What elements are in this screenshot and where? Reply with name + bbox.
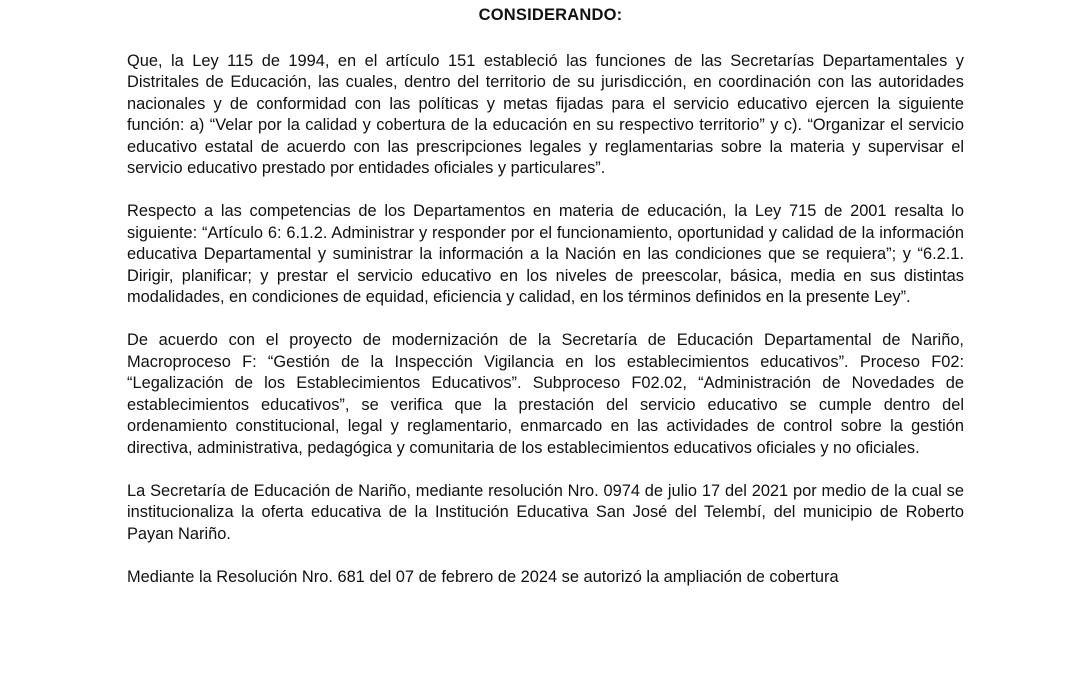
paragraph-ley-715: Respecto a las competencias de los Departamentos en materia de educación, la Ley 715 de 2001 resalta lo siguiente: “Artículo 6: 6.1.2. Administrar y responder por el funcionamiento, oportunidad y calidad de la información educativa Departamental y suministrar la información a la Nación en las condiciones que se requiera”; y “6.2.1. Dirigir, planificar; y prestar el servicio educativo en los niveles de preescolar, básica, media en sus distintas modalidades, en condiciones de equidad, eficiencia y calidad, en los términos definidos en la presente Ley”. [127, 202, 964, 307]
paragraph-resolucion-0974: La Secretaría de Educación de Nariño, mediante resolución Nro. 0974 de julio 17 del 2021 por medio de la cual se institucionaliza la oferta educativa de la Institución Educativa San José del Telembí, del municipio de Roberto Payan Nariño. [127, 481, 964, 543]
paragraph-modernizacion: De acuerdo con el proyecto de modernización de la Secretaría de Educación Departamental de Nariño, Macroproceso F: “Gestión de la Inspección Vigilancia en los establecimientos educativos”. Proceso F02: “Legalización de los Establecimientos Educativos”. Subproceso F02.02, “Administración de Novedades de establecimientos educativos”, se verifica que la prestación del servicio educativo se cumple dentro del ordenamiento constitucional, legal y reglamentario, enmarcado en las actividades de control sobre la gestión directiva, administrativa, pedagógica y comunitaria de los establecimientos educativos oficiales y no oficiales. [127, 331, 964, 457]
section-heading: CONSIDERANDO: [478, 6, 623, 24]
paragraph-ley-115: Que, la Ley 115 de 1994, en el artículo 151 estableció las funciones de las Secretarías Departamentales y Distritales de Educación, las cuales, dentro del territorio de su jurisdicción, en coordinación con las autoridades nacionales y de conformidad con las políticas y metas fijadas para el servicio educativo ejercen la siguiente función: a) “Velar por la calidad y cobertura de la educación en su respectivo territorio” y c). “Organizar el servicio educativo estatal de acuerdo con las prescripciones legales y reglamentarias sobre la materia y supervisar el servicio educativo prestado por entidades oficiales y particulares”. [127, 52, 964, 178]
paragraph-resolucion-681: Mediante la Resolución Nro. 681 del 07 de febrero de 2024 se autorizó la ampliación de cobertura [127, 568, 839, 587]
